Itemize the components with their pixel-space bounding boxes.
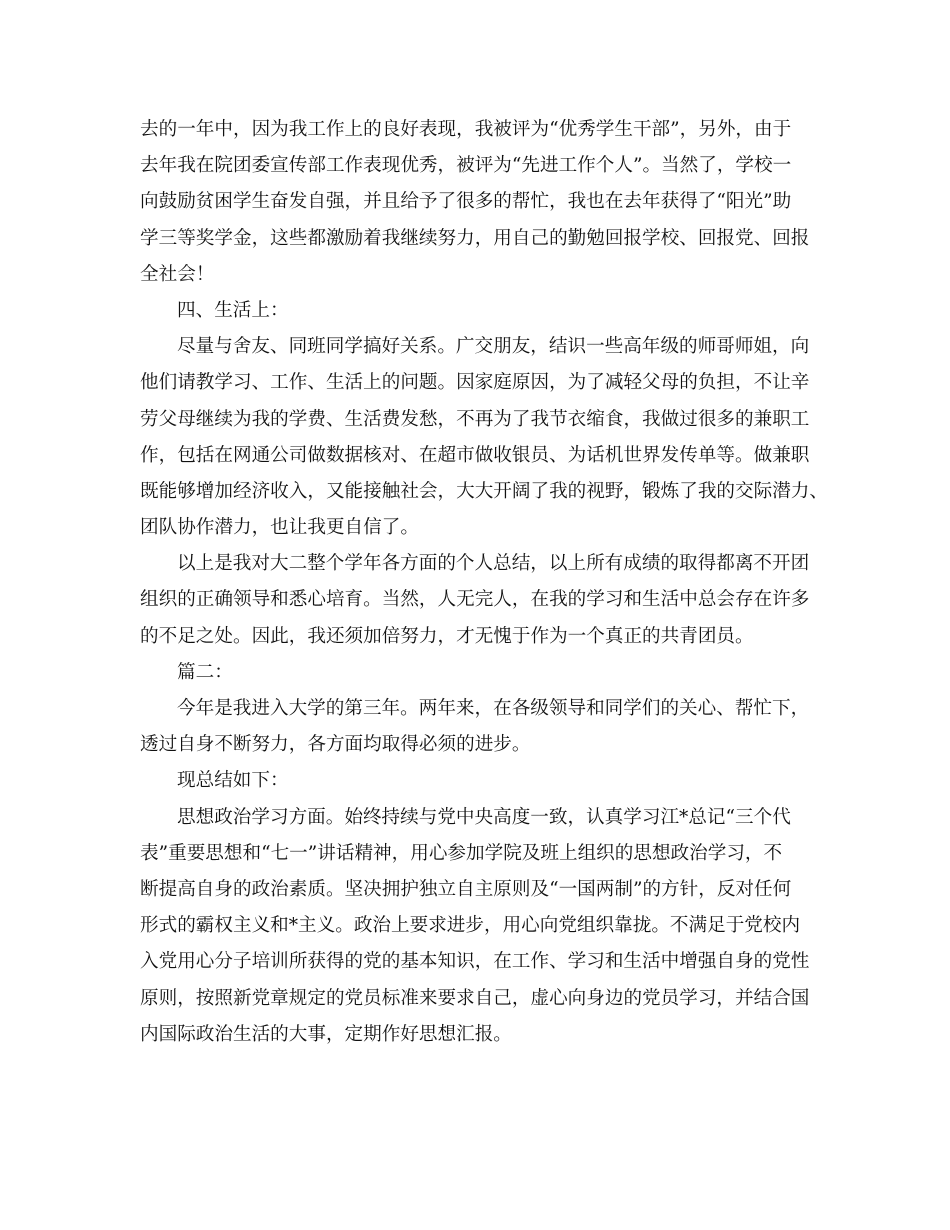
text-line: 组织的正确领导和悉心培育。当然，人无完人，在我的学习和生活中总会存在许多 bbox=[140, 589, 810, 611]
text-line: 思想政治学习方面。始终持续与党中央高度一致，认真学习江*总记“三个代 bbox=[177, 806, 791, 828]
text-line: 团队协作潜力，也让我更自信了。 bbox=[140, 517, 419, 539]
text-line: 原则，按照新党章规定的党员标准来要求自己，虚心向身边的党员学习，并结合国 bbox=[140, 987, 810, 1009]
text-line: 去年我在院团委宣传部工作表现优秀，被评为“先进工作个人”。当然了，学校一 bbox=[140, 155, 792, 177]
text-line: 既能够增加经济收入，又能接触社会，大大开阔了我的视野，锻炼了我的交际潜力、 bbox=[140, 480, 828, 502]
text-line: 表”重要思想和“七一”讲话精神，用心参加学院及班上组织的思想政治学习，不 bbox=[140, 842, 783, 864]
text-line: 内国际政治生活的大事，定期作好思想汇报。 bbox=[140, 1023, 512, 1045]
text-line: 他们请教学习、工作、生活上的问题。因家庭原因，为了减轻父母的负担，不让辛 bbox=[140, 372, 810, 394]
text-line: 篇二： bbox=[177, 661, 233, 683]
text-line: 四、生活上： bbox=[177, 299, 289, 321]
text-line: 的不足之处。因此，我还须加倍努力，才无愧于作为一个真正的共青团员。 bbox=[140, 625, 754, 647]
text-line: 全社会！ bbox=[140, 263, 215, 285]
text-line: 现总结如下： bbox=[177, 770, 289, 792]
text-line: 入党用心分子培训所获得的党的基本知识，在工作、学习和生活中增强自身的党性 bbox=[140, 951, 810, 973]
document-body bbox=[140, 112, 828, 1053]
text-line: 以上是我对大二整个学年各方面的个人总结，以上所有成绩的取得都离不开团 bbox=[177, 553, 810, 575]
text-line: 作，包括在网通公司做数据核对、在超市做收银员、为话机世界发传单等。做兼职 bbox=[140, 444, 810, 466]
text-line: 劳父母继续为我的学费、生活费发愁，不再为了我节衣缩食，我做过很多的兼职工 bbox=[140, 408, 810, 430]
text-line: 去的一年中，因为我工作上的良好表现，我被评为“优秀学生干部”，另外，由于 bbox=[140, 119, 792, 140]
text-line: 尽量与舍友、同班同学搞好关系。广交朋友，结识一些高年级的师哥师姐，向 bbox=[177, 336, 810, 358]
text-line: 形式的霸权主义和*主义。政治上要求进步，用心向党组织靠拢。不满足于党校内 bbox=[140, 915, 801, 937]
text-line: 今年是我进入大学的第三年。两年来，在各级领导和同学们的关心、帮忙下， bbox=[177, 698, 810, 719]
text-line: 断提高自身的政治素质。坚决拥护独立自主原则及“一国两制”的方针，反对任何 bbox=[140, 878, 792, 900]
text-line: 透过自身不断努力，各方面均取得必须的进步。 bbox=[140, 734, 531, 756]
text-line: 向鼓励贫困学生奋发自强，并且给予了很多的帮忙，我也在去年获得了“阳光”助 bbox=[140, 191, 792, 213]
text-line: 学三等奖学金，这些都激励着我继续努力，用自己的勤勉回报学校、回报党、回报 bbox=[140, 227, 810, 249]
